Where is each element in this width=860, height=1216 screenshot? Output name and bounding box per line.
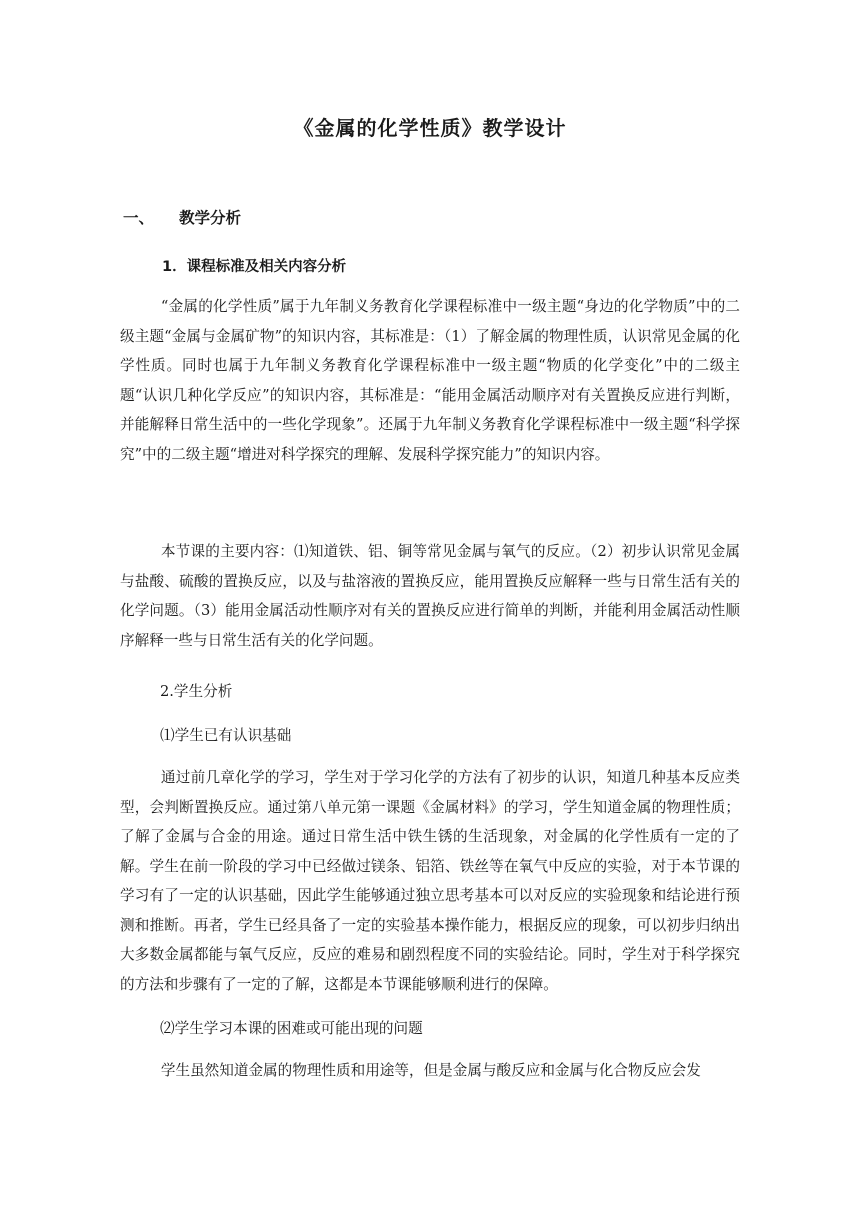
paragraph-student-foundation: 通过前几章化学的学习，学生对于学习化学的方法有了初步的认识，知道几种基本反应类型，会判断置换反应。通过第八单元第一课题《金属材料》的学习，学生知道金属的物理性质；了解了金属与合金的用途。通过日常生活中铁生锈的生活现象，对金属的化学性质有一定的了解。学生在前一阶段的学习中已经做过镁条、铝箔、铁丝等在氧气中反应的实验，对于本节课的学习有了一定的认识基础，因此学生能够通过独立思考基本可以对反应的实验现象和结论进行预测和推断。再者，学生已经具备了一定的实验基本操作能力，根据反应的现象，可以初步归纳出大多数金属都能与氧气反应，反应的难易和剧烈程度不同的实验结论。同时，学生对于科学探究的方法和步骤有了一定的了解，这都是本节课能够顺利进行的保障。 (120, 769, 740, 993)
section-heading (123, 206, 241, 228)
section-label: 教学分析 (179, 209, 242, 227)
subheading-existing-knowledge: ⑴学生已有认识基础 (160, 727, 292, 744)
paragraph-main-content: 本节课的主要内容：⑴知道铁、铝、铜等常见金属与氧气的反应。（2）初步认识常见金属与盐酸、硫酸的置换反应，以及与盐溶液的置换反应，能用置换反应解释一些与日常生活有关的化学问题。（3）能用金属活动性顺序对有关的置换反应进行简单的判断，并能利用金属活动性顺序解释一些与日常生活有关的化学问题。 (120, 543, 740, 649)
paragraph-difficulties: 学生虽然知道金属的物理性质和用途等，但是金属与酸反应和金属与化合物反应会发 (160, 1062, 701, 1079)
section-number: 一、 (123, 209, 155, 227)
document-title: 《金属的化学性质》教学设计 (293, 116, 567, 140)
subheading-difficulties: ⑵学生学习本课的困难或可能出现的问题 (160, 1020, 423, 1037)
subsection-heading-curriculum: 1．课程标准及相关内容分析 (162, 259, 347, 275)
subsection-heading-student-analysis: 2.学生分析 (160, 683, 233, 700)
paragraph-curriculum-standard: “金属的化学性质”属于九年制义务教育化学课程标准中一级主题“身边的化学物质”中的二级主题“金属与金属矿物”的知识内容，其标准是：（1）了解金属的物理性质，认识常见金属的化学性质。同时也属于九年制义务教育化学课程标准中一级主题“物质的化学变化”中的二级主题“认识几种化学反应”的知识内容，其标准是：“能用金属活动顺序对有关置换反应进行判断，并能解释日常生活中的一些化学现象”。还属于九年制义务教育化学课程标准中一级主题“科学探究”中的二级主题“增进对科学探究的理解、发展科学探究能力”的知识内容。 (120, 298, 740, 463)
